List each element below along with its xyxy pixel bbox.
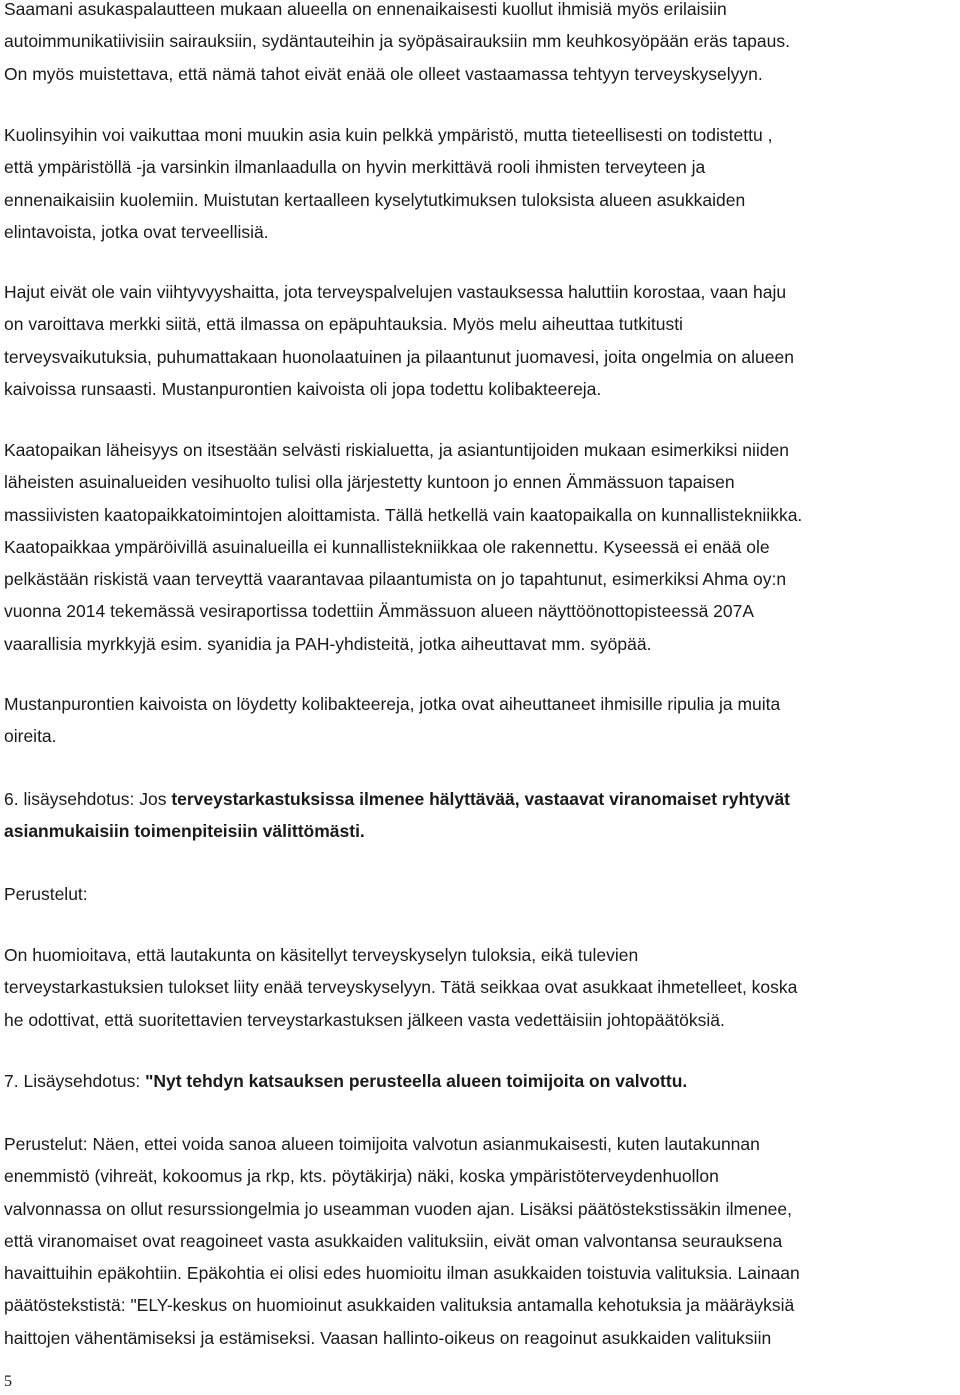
text-line: enemmistö (vihreät, kokoomus ja rkp, kts. pöytäkirja) näki, koska ympäristöterveydenhuollon [4, 1166, 719, 1187]
text-line: vaarallisia myrkkyjä esim. syanidia ja PAH-yhdisteitä, jotka aiheuttavat mm. syöpää. [4, 633, 652, 654]
text-line: autoimmunikatiivisiin sairauksiin, sydäntauteihin ja syöpäsairauksiin mm keuhkosyöpään eräs tapaus. [4, 31, 790, 52]
text-line [4, 1065, 954, 1097]
text-line [4, 783, 954, 815]
text-line: Hajut eivät ole vain viihtyvyyshaitta, jota terveyspalvelujen vastauksessa haluttiin korostaa, vaan haju [4, 282, 787, 302]
paragraph-justification-heading [4, 878, 954, 910]
paragraph-odours-noise [4, 276, 954, 405]
text-line: Saamani asukaspalautteen mukaan alueella on ennenaikaisesti kuollut ihmisiä myös erilaisiin [4, 0, 727, 19]
proposal-6-bold-text-cont: asianmukaisiin toimenpiteisiin välittömästi. [4, 821, 365, 842]
text-line: Kaatopaikkaa ympäröivillä asuinalueilla ei kunnallistekniikkaa ole rakennettu. Kyseessä ei enää ole [4, 536, 770, 557]
text-line: he odottivat, että suoritettavien terveystarkastuksen jälkeen vasta vedettäisiin johtopäätöksiä. [4, 1009, 725, 1030]
text-line: valvonnassa on ollut resurssiongelmia jo useamman vuoden ajan. Lisäksi päätöstekstissäkin ilmenee, [4, 1198, 792, 1219]
text-line: massiivisten kaatopaikkatoimintojen aloittamista. Tällä hetkellä vain kaatopaikalla on kunnallistekniikka. [4, 504, 803, 525]
text-line: terveystarkastuksien tulokset liity enää terveyskyselyyn. Tätä seikkaa ovat asukkaat ihmetelleet, koska [4, 977, 798, 998]
text-line: että viranomaiset ovat reagoineet vasta asukkaiden valituksiin, eivät oman valvontansa seurauksena [4, 1230, 783, 1251]
text-line: on varoittava merkki siitä, että ilmassa on epäpuhtauksia. Myös melu aiheuttaa tutkitusti [4, 314, 683, 335]
paragraph-justification-6 [4, 939, 954, 1036]
proposal-7-prefix: 7. Lisäysehdotus: [4, 1071, 146, 1091]
text-line: päätöstekstistä: "ELY-keskus on huomioinut asukkaiden valituksia antamalla kehotuksia ja määräyksiä [4, 1295, 795, 1316]
text-line: haittojen vähentämiseksi ja estämiseksi. Vaasan hallinto-oikeus on reagoinut asukkaiden valituksiin [4, 1327, 772, 1348]
text-line: Perustelut: Näen, ettei voida sanoa alueen toimijoita valvotun asianmukaisesti, kuten lautakunnan [4, 1134, 760, 1154]
paragraph-causes-of-death [4, 119, 954, 248]
text-line: On huomioitava, että lautakunta on käsitellyt terveyskyselyn tuloksia, eikä tulevien [4, 945, 639, 965]
text-line: oireita. [4, 726, 57, 747]
proposal-6-prefix: 6. lisäysehdotus: Jos [4, 789, 172, 809]
text-line: Kaatopaikan läheisyys on itsestään selvästi riskialuetta, ja asiantuntijoiden mukaan esimerkiksi niiden [4, 440, 790, 460]
page-number: 5 [4, 1373, 12, 1390]
text-line: läheisten asuinalueiden vesihuolto tulisi olla järjestetty kuntoon jo ennen Ämmässuon tapaisen [4, 472, 735, 493]
text-line: Perustelut: [4, 884, 88, 904]
paragraph-justification-7 [4, 1128, 954, 1354]
text-line: kaivoissa runsaasti. Mustanpurontien kaivoista oli jopa todettu kolibakteereja. [4, 378, 602, 399]
text-line: Mustanpurontien kaivoista on löydetty kolibakteereja, jotka ovat aiheuttaneet ihmisille ripulia ja muita [4, 694, 781, 714]
text-line: terveysvaikutuksia, puhumattakaan huonolaatuinen ja pilaantunut juomavesi, joita ongelmia on alueen [4, 346, 794, 367]
text-line: ennenaikaisiin kuolemiin. Muistutan kertaalleen kyselytutkimuksen tuloksista alueen asukkaiden [4, 189, 746, 210]
proposal-6-bold-text: terveystarkastuksissa ilmenee hälyttävää, vastaavat viranomaiset ryhtyvät [171, 789, 791, 809]
paragraph-proposal-6 [4, 783, 954, 848]
paragraph-wells-bacteria [4, 688, 954, 753]
text-line: että ympäristöllä -ja varsinkin ilmanlaadulla on hyvin merkittävä rooli ihmisten terveyteen ja [4, 157, 706, 178]
text-line: Kuolinsyihin voi vaikuttaa moni muukin asia kuin pelkkä ympäristö, mutta tieteellisesti on todistettu , [4, 125, 773, 145]
text-line: vuonna 2014 tekemässä vesiraportissa todettiin Ämmässuon alueen näyttöönottopisteessä 207A [4, 601, 755, 622]
proposal-7-bold-text: "Nyt tehdyn katsauksen perusteella alueen toimijoita on valvottu. [145, 1071, 688, 1091]
paragraph-health-reports [4, 0, 954, 90]
text-line: On myös muistettava, että nämä tahot eivät enää ole olleet vastaamassa tehtyyn terveyskyselyyn. [4, 63, 763, 84]
paragraph-proposal-7 [4, 1065, 954, 1097]
text-line: pelkästään riskistä vaan terveyttä vaarantavaa pilaantumista on jo tapahtunut, esimerkiksi Ahma oy:n [4, 569, 787, 590]
paragraph-landfill [4, 434, 954, 660]
text-line: elintavoista, jotka ovat terveellisiä. [4, 221, 269, 242]
text-line: havaittuihin epäkohtiin. Epäkohtia ei olisi edes huomioitu ilman asukkaiden toistuvia valituksia. Lainaan [4, 1263, 800, 1284]
